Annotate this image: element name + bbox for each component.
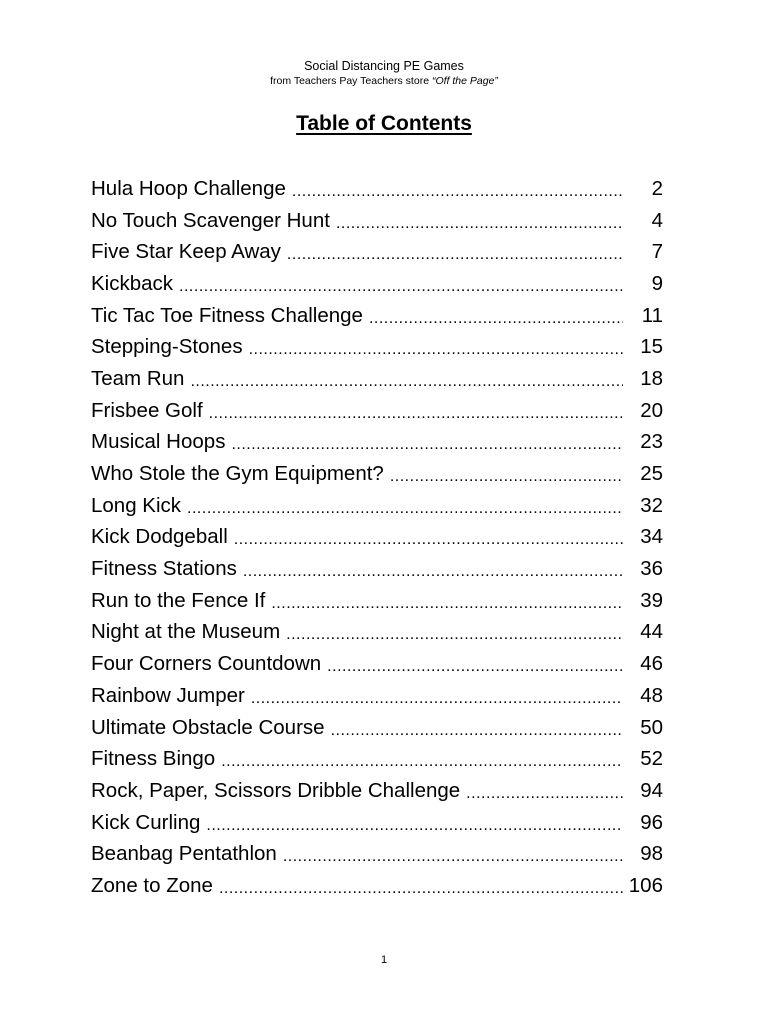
dot-leader bbox=[251, 687, 623, 711]
toc-entry-name: Fitness Stations bbox=[91, 557, 237, 581]
toc-entry[interactable] bbox=[91, 743, 663, 775]
toc-entry-page: 9 bbox=[651, 271, 663, 295]
document-header bbox=[0, 58, 768, 88]
toc-entry[interactable] bbox=[91, 870, 663, 902]
toc-entry-page: 48 bbox=[640, 683, 663, 707]
toc-entry-page: 32 bbox=[640, 493, 663, 517]
toc-entry-page: 4 bbox=[651, 208, 663, 232]
toc-entry[interactable] bbox=[91, 331, 663, 363]
toc-entry[interactable] bbox=[91, 173, 663, 205]
dot-leader bbox=[287, 243, 623, 267]
toc-entry[interactable] bbox=[91, 585, 663, 617]
toc-entry-name: Musical Hoops bbox=[91, 430, 226, 454]
dot-leader bbox=[331, 719, 623, 743]
toc-entry-name: Rainbow Jumper bbox=[91, 683, 245, 707]
toc-entry-page: 44 bbox=[640, 620, 663, 644]
dot-leader bbox=[234, 528, 623, 552]
dot-leader bbox=[271, 592, 623, 616]
toc-entry-name: Team Run bbox=[91, 366, 185, 390]
store-name: “Off the Page” bbox=[431, 75, 498, 87]
document-title: Social Distancing PE Games bbox=[304, 59, 464, 73]
dot-leader bbox=[283, 845, 623, 869]
toc-entry-name: Beanbag Pentathlon bbox=[91, 842, 277, 866]
dot-leader bbox=[286, 623, 623, 647]
dot-leader bbox=[292, 180, 623, 204]
toc-entry-page: 7 bbox=[651, 240, 663, 264]
dot-leader bbox=[369, 307, 623, 331]
toc-entry[interactable] bbox=[91, 680, 663, 712]
toc-entry-name: Fitness Bingo bbox=[91, 747, 216, 771]
toc-entry[interactable] bbox=[91, 522, 663, 554]
dot-leader bbox=[206, 814, 623, 838]
toc-entry[interactable] bbox=[91, 807, 663, 839]
toc-entry-name: Run to the Fence If bbox=[91, 588, 266, 612]
toc-entry[interactable] bbox=[91, 427, 663, 459]
toc-entry-page: 96 bbox=[640, 810, 663, 834]
toc-entry-page: 46 bbox=[640, 652, 663, 676]
toc-entry[interactable] bbox=[91, 775, 663, 807]
toc-entry-page: 52 bbox=[640, 747, 663, 771]
page-number: 1 bbox=[380, 954, 388, 966]
toc-entry[interactable] bbox=[91, 553, 663, 585]
toc-entry-name: Kick Curling bbox=[91, 810, 201, 834]
toc-entry[interactable] bbox=[91, 490, 663, 522]
toc-entry-name: Ultimate Obstacle Course bbox=[91, 715, 325, 739]
toc-entry-page: 106 bbox=[628, 873, 663, 897]
dot-leader bbox=[231, 433, 623, 457]
toc-list bbox=[91, 173, 663, 902]
toc-entry-name: Five Star Keep Away bbox=[91, 240, 281, 264]
toc-entry-page: 2 bbox=[651, 176, 663, 200]
toc-entry[interactable] bbox=[91, 268, 663, 300]
toc-entry-page: 11 bbox=[641, 303, 663, 327]
toc-entry-page: 94 bbox=[640, 778, 663, 802]
toc-entry-page: 39 bbox=[640, 588, 663, 612]
toc-entry-name: Frisbee Golf bbox=[91, 398, 203, 422]
dot-leader bbox=[390, 465, 623, 489]
dot-leader bbox=[336, 212, 623, 236]
toc-entry-name: Who Stole the Gym Equipment? bbox=[91, 462, 384, 486]
toc-entry-page: 25 bbox=[640, 462, 663, 486]
toc-entry-page: 34 bbox=[640, 525, 663, 549]
dot-leader bbox=[221, 750, 623, 774]
toc-entry-name: Rock, Paper, Scissors Dribble Challenge bbox=[91, 778, 461, 802]
toc-entry-name: No Touch Scavenger Hunt bbox=[91, 208, 330, 232]
toc-entry-name: Four Corners Countdown bbox=[91, 652, 322, 676]
dot-leader bbox=[249, 338, 623, 362]
toc-entry-page: 20 bbox=[640, 398, 663, 422]
toc-entry[interactable] bbox=[91, 205, 663, 237]
dot-leader bbox=[209, 402, 623, 426]
toc-entry[interactable] bbox=[91, 300, 663, 332]
document-subtitle bbox=[0, 74, 768, 88]
dot-leader bbox=[190, 370, 623, 394]
dot-leader bbox=[219, 877, 623, 901]
dot-leader bbox=[243, 560, 623, 584]
dot-leader bbox=[187, 497, 623, 521]
toc-entry-name: Long Kick bbox=[91, 493, 182, 517]
toc-entry[interactable] bbox=[91, 712, 663, 744]
toc-entry-name: Tic Tac Toe Fitness Challenge bbox=[91, 303, 363, 327]
toc-entry-page: 23 bbox=[640, 430, 663, 454]
toc-entry[interactable] bbox=[91, 648, 663, 680]
toc-heading: Table of Contents bbox=[296, 112, 472, 135]
toc-entry-page: 15 bbox=[640, 335, 663, 359]
dot-leader bbox=[327, 655, 623, 679]
toc-entry-name: Zone to Zone bbox=[91, 873, 213, 897]
toc-entry-name: Kick Dodgeball bbox=[91, 525, 228, 549]
toc-entry-name: Stepping-Stones bbox=[91, 335, 243, 359]
toc-entry[interactable] bbox=[91, 458, 663, 490]
toc-entry-name: Hula Hoop Challenge bbox=[91, 176, 286, 200]
toc-entry[interactable] bbox=[91, 838, 663, 870]
dot-leader bbox=[466, 782, 623, 806]
toc-entry-page: 98 bbox=[640, 842, 663, 866]
toc-entry[interactable] bbox=[91, 363, 663, 395]
toc-entry-name: Kickback bbox=[91, 271, 174, 295]
toc-entry-page: 36 bbox=[640, 557, 663, 581]
toc-entry-page: 18 bbox=[640, 366, 663, 390]
toc-entry[interactable] bbox=[91, 236, 663, 268]
dot-leader bbox=[179, 275, 623, 299]
subtitle-prefix: from Teachers Pay Teachers store bbox=[270, 75, 432, 87]
toc-entry-name: Night at the Museum bbox=[91, 620, 281, 644]
toc-entry[interactable] bbox=[91, 617, 663, 649]
toc-entry-page: 50 bbox=[640, 715, 663, 739]
toc-entry[interactable] bbox=[91, 395, 663, 427]
